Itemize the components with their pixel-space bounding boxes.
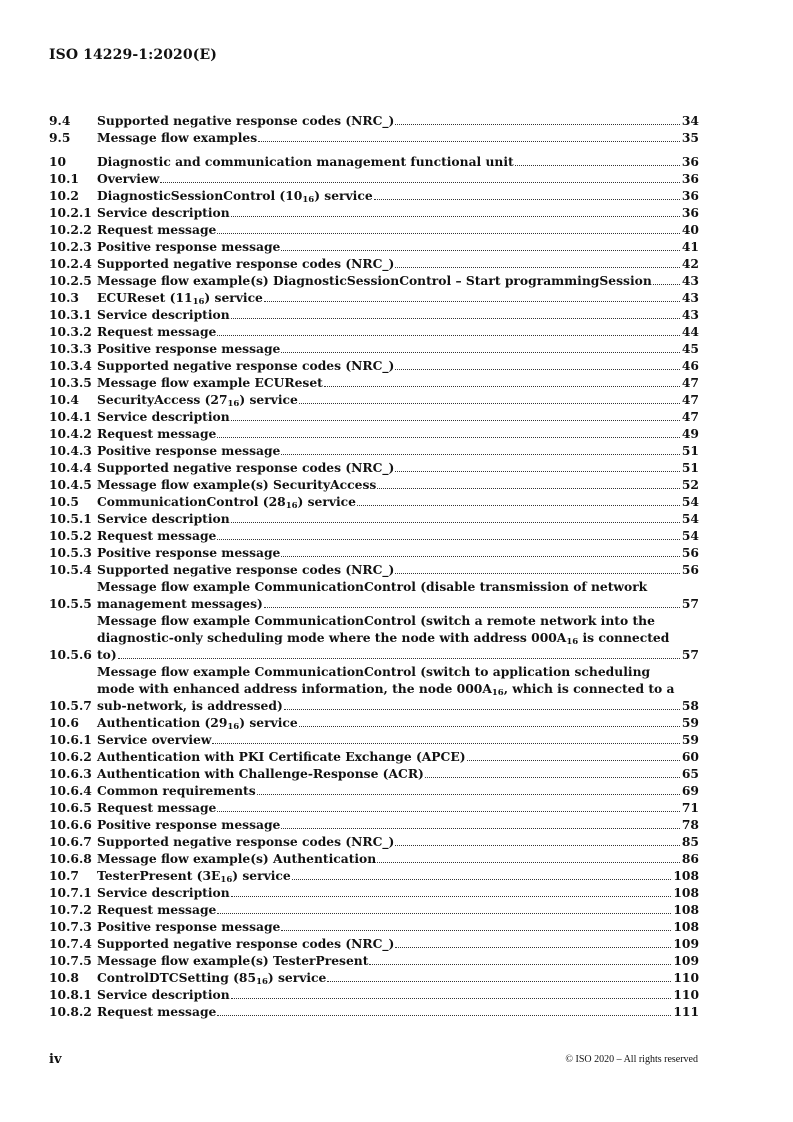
toc-entry-page: 36 — [681, 188, 699, 203]
dot-leader — [281, 828, 679, 829]
toc-entry[interactable] — [49, 340, 699, 357]
toc-entry-page: 60 — [681, 749, 699, 764]
toc-entry[interactable] — [49, 272, 699, 289]
toc-entry[interactable] — [49, 935, 699, 952]
toc-entry-page: 86 — [681, 851, 699, 866]
toc-entry-title: Request message — [97, 1004, 217, 1019]
toc-entry-page: 108 — [673, 885, 699, 900]
toc-entry-number: 10.1 — [49, 171, 79, 186]
toc-entry[interactable] — [49, 799, 699, 816]
toc-entry-title: ECUReset $(11_{16})$ service — [97, 290, 263, 307]
dot-leader — [231, 216, 680, 217]
toc-entry-number: 10.5.7 — [49, 698, 92, 713]
toc-entry-number: 10.6.4 — [49, 783, 92, 798]
dot-leader — [369, 964, 671, 965]
toc-entry[interactable] — [49, 1003, 699, 1020]
toc-entry-title: Message flow example(s) SecurityAccess — [97, 477, 377, 492]
dot-leader — [292, 879, 672, 880]
toc-entry-number: 10.3 — [49, 290, 79, 305]
toc-entry-page: 40 — [681, 222, 699, 237]
dot-leader — [217, 1015, 671, 1016]
toc-entry-number: 10.4.1 — [49, 409, 92, 424]
toc-entry-page: 54 — [681, 528, 699, 543]
dot-leader — [217, 233, 680, 234]
document-header: ISO 14229-1:2020(E) — [49, 47, 217, 63]
toc-entry-number: 10.5.3 — [49, 545, 92, 560]
toc-entry[interactable] — [49, 833, 699, 850]
dot-leader — [231, 998, 672, 999]
toc-entry-number: 10.2.3 — [49, 239, 92, 254]
toc-entry-page: 59 — [681, 732, 699, 747]
dot-leader — [264, 301, 680, 302]
toc-entry-page: 109 — [673, 953, 699, 968]
toc-entry-number: 10.4.3 — [49, 443, 92, 458]
toc-entry-page: 42 — [681, 256, 699, 271]
toc-entry-number: 9.5 — [49, 130, 71, 145]
toc-entry-page: 78 — [681, 817, 699, 832]
dot-leader — [653, 284, 680, 285]
toc-entry-number: 10.4.4 — [49, 460, 92, 475]
toc-entry-title: Service overview — [97, 732, 212, 747]
toc-entry-page: 43 — [681, 307, 699, 322]
toc-entry[interactable] — [49, 357, 699, 374]
toc-entry-number: 10.8.1 — [49, 987, 92, 1002]
dot-leader — [395, 471, 680, 472]
toc-entry-title: Supported negative response codes (NRC_) — [97, 358, 395, 373]
toc-entry-page: 54 — [681, 511, 699, 526]
dot-leader — [395, 573, 680, 574]
toc-entry[interactable] — [49, 442, 699, 459]
toc-entry-title: Supported negative response codes (NRC_) — [97, 113, 395, 128]
toc-entry-number: 10.5.1 — [49, 511, 92, 526]
toc-entry-page: 35 — [681, 130, 699, 145]
toc-entry-number: 10.3.4 — [49, 358, 92, 373]
toc-entry-title: Message flow example CommunicationControl (switch a remote network into the — [97, 613, 655, 628]
dot-leader — [217, 437, 680, 438]
toc-entry-number: 10.2.5 — [49, 273, 92, 288]
toc-entry-title: Positive response message — [97, 919, 281, 934]
toc-entry-number: 10.7.2 — [49, 902, 92, 917]
toc-entry-page: 108 — [673, 868, 699, 883]
toc-entry-number: 10.3.1 — [49, 307, 92, 322]
toc-entry-page: 108 — [673, 919, 699, 934]
toc-entry-title: Positive response message — [97, 545, 281, 560]
dot-leader — [515, 165, 680, 166]
toc-entry-number: 10.7.3 — [49, 919, 92, 934]
toc-entry-page: 71 — [681, 800, 699, 815]
toc-entry-page: 44 — [681, 324, 699, 339]
toc-entry-title: Service description — [97, 885, 230, 900]
dot-leader — [395, 124, 680, 125]
toc-entry-title: Supported negative response codes (NRC_) — [97, 562, 395, 577]
toc-entry-title: Message flow example CommunicationControl (switch to application scheduling — [97, 664, 651, 679]
toc-entry[interactable] — [49, 493, 699, 510]
toc-entry[interactable] — [49, 129, 699, 146]
toc-entry-title: DiagnosticSessionControl $(10_{16})$ service — [97, 188, 373, 205]
toc-entry-number: 10.6.3 — [49, 766, 92, 781]
toc-entry-page: 36 — [681, 205, 699, 220]
toc-entry-title: diagnostic-only scheduling mode where the node with address $000A_{16}$ is connected — [97, 630, 670, 647]
toc-entry-page: 109 — [673, 936, 699, 951]
dot-leader — [281, 454, 679, 455]
toc-entry[interactable] — [49, 952, 699, 969]
toc-entry[interactable] — [49, 112, 699, 129]
toc-entry[interactable] — [49, 153, 699, 170]
dot-leader — [212, 743, 679, 744]
toc-entry-title: Message flow example(s) TesterPresent — [97, 953, 369, 968]
toc-entry-title: Service description — [97, 205, 230, 220]
toc-entry-number: 10.2 — [49, 188, 79, 203]
toc-entry-title: management messages) — [97, 596, 263, 611]
toc-entry-number: 10.4 — [49, 392, 79, 407]
toc-entry-number: 10.6.1 — [49, 732, 92, 747]
toc-entry-page: 34 — [681, 113, 699, 128]
toc-entry-title: Positive response message — [97, 443, 281, 458]
toc-entry-number: 10.2.2 — [49, 222, 92, 237]
toc-entry-title: Supported negative response codes (NRC_) — [97, 834, 395, 849]
dot-leader — [160, 182, 679, 183]
toc-entry-title: Service description — [97, 307, 230, 322]
dot-leader — [217, 811, 680, 812]
toc-entry-page: 69 — [681, 783, 699, 798]
toc-entry[interactable] — [49, 714, 699, 731]
toc-entry[interactable] — [49, 204, 699, 221]
toc-entry[interactable] — [49, 323, 699, 340]
toc-entry-number: 10.2.1 — [49, 205, 92, 220]
toc-entry-page: 51 — [681, 443, 699, 458]
toc-entry-number: 10.6.5 — [49, 800, 92, 815]
toc-entry-page: 47 — [681, 375, 699, 390]
toc-entry-number: 10 — [49, 154, 67, 169]
toc-entry-title: Supported negative response codes (NRC_) — [97, 256, 395, 271]
toc-entry-number: 10.7 — [49, 868, 79, 883]
toc-entry-title: Message flow example(s) Authentication — [97, 851, 377, 866]
toc-entry[interactable] — [49, 578, 699, 612]
toc-entry-title: sub-network, is addressed) — [97, 698, 283, 713]
toc-entry-title: Request message — [97, 800, 217, 815]
toc-entry-title: Authentication with PKI Certificate Exchange (APCE) — [97, 749, 466, 764]
toc-entry-title: Authentication with Challenge-Response (ACR) — [97, 766, 424, 781]
toc-entry-title: Positive response message — [97, 341, 281, 356]
toc-entry[interactable] — [49, 255, 699, 272]
dot-leader — [299, 403, 680, 404]
toc-entry-number: 10.6.6 — [49, 817, 92, 832]
dot-leader — [395, 369, 680, 370]
toc-entry-page: 45 — [681, 341, 699, 356]
toc-entry[interactable] — [49, 510, 699, 527]
dot-leader — [231, 896, 672, 897]
toc-entry-page: 56 — [681, 562, 699, 577]
toc-entry-number: 10.5.2 — [49, 528, 92, 543]
toc-entry-page: 36 — [681, 171, 699, 186]
toc-entry-number: 10.6.8 — [49, 851, 92, 866]
toc-entry-title: Service description — [97, 987, 230, 1002]
toc-entry-title: Message flow example CommunicationControl (disable transmission of network — [97, 579, 648, 594]
toc-entry[interactable] — [49, 901, 699, 918]
dot-leader — [258, 141, 680, 142]
toc-entry[interactable] — [49, 731, 699, 748]
toc-entry[interactable] — [49, 221, 699, 238]
dot-leader — [327, 981, 671, 982]
toc-entry-page: 54 — [681, 494, 699, 509]
toc-entry-title: Authentication $(29_{16})$ service — [97, 715, 298, 732]
toc-entry-number: 10.8.2 — [49, 1004, 92, 1019]
toc-entry-title: Overview — [97, 171, 160, 186]
dot-leader — [257, 794, 680, 795]
dot-leader — [231, 318, 680, 319]
copyright-notice: © ISO 2020 – All rights reserved — [565, 1054, 698, 1065]
dot-leader — [377, 488, 680, 489]
dot-leader — [281, 556, 679, 557]
toc-entry[interactable] — [49, 986, 699, 1003]
toc-entry-title: Message flow example(s) DiagnosticSessionControl – Start programmingSession — [97, 273, 652, 288]
toc-entry[interactable] — [49, 748, 699, 765]
toc-entry-page: 46 — [681, 358, 699, 373]
toc-entry-number: 10.4.5 — [49, 477, 92, 492]
toc-entry-number: 10.6.7 — [49, 834, 92, 849]
toc-entry[interactable] — [49, 867, 699, 884]
toc-entry-number: 9.4 — [49, 113, 71, 128]
toc-entry-number: 10.3.3 — [49, 341, 92, 356]
toc-entry-title: Common requirements — [97, 783, 256, 798]
dot-leader — [284, 709, 680, 710]
toc-entry-page: 47 — [681, 392, 699, 407]
dot-leader — [264, 607, 680, 608]
toc-entry-number: 10.6.2 — [49, 749, 92, 764]
toc-entry-number: 10.6 — [49, 715, 79, 730]
toc-entry-page: 85 — [681, 834, 699, 849]
toc-entry-page: 52 — [681, 477, 699, 492]
toc-entry[interactable] — [49, 459, 699, 476]
toc-entry[interactable] — [49, 187, 699, 204]
toc-entry-title: CommunicationControl $(28_{16})$ service — [97, 494, 356, 511]
toc-entry-page: 108 — [673, 902, 699, 917]
toc-entry-number: 10.8 — [49, 970, 79, 985]
toc-entry[interactable] — [49, 663, 699, 714]
dot-leader — [231, 420, 680, 421]
table-of-contents — [49, 112, 699, 1020]
toc-entry-title: ControlDTCSetting $(85_{16})$ service — [97, 970, 327, 987]
page-number: iv — [49, 1052, 62, 1067]
dot-leader — [281, 352, 679, 353]
toc-entry-page: 36 — [681, 154, 699, 169]
dot-leader — [377, 862, 680, 863]
toc-entry-page: 41 — [681, 239, 699, 254]
toc-entry-page: 65 — [681, 766, 699, 781]
toc-entry-title: Diagnostic and communication management functional unit — [97, 154, 514, 169]
toc-entry-page: 58 — [681, 698, 699, 713]
toc-entry-title: Positive response message — [97, 817, 281, 832]
toc-entry-title: Request message — [97, 222, 217, 237]
toc-entry-page: 49 — [681, 426, 699, 441]
toc-entry[interactable] — [49, 884, 699, 901]
toc-entry[interactable] — [49, 289, 699, 306]
toc-entry-page: 56 — [681, 545, 699, 560]
toc-entry-title: TesterPresent $(3E_{16})$ service — [97, 868, 291, 885]
toc-entry-number: 10.7.5 — [49, 953, 92, 968]
toc-entry[interactable] — [49, 969, 699, 986]
toc-entry-page: 110 — [673, 987, 699, 1002]
dot-leader — [217, 913, 671, 914]
toc-entry-page: 111 — [673, 1004, 699, 1019]
toc-entry-page: 57 — [681, 647, 699, 662]
toc-entry-number: 10.7.1 — [49, 885, 92, 900]
toc-entry-page: 47 — [681, 409, 699, 424]
toc-entry[interactable] — [49, 561, 699, 578]
dot-leader — [217, 335, 680, 336]
dot-leader — [217, 539, 680, 540]
dot-leader — [357, 505, 680, 506]
toc-entry-number: 10.5.4 — [49, 562, 92, 577]
dot-leader — [281, 250, 679, 251]
toc-entry-number: 10.2.4 — [49, 256, 92, 271]
toc-entry[interactable] — [49, 918, 699, 935]
dot-leader — [395, 845, 680, 846]
dot-leader — [299, 726, 680, 727]
dot-leader — [395, 267, 680, 268]
toc-entry-page: 57 — [681, 596, 699, 611]
dot-leader — [395, 947, 671, 948]
toc-entry-title: Positive response message — [97, 239, 281, 254]
toc-entry[interactable] — [49, 782, 699, 799]
toc-entry[interactable] — [49, 850, 699, 867]
toc-entry-number: 10.5 — [49, 494, 79, 509]
toc-entry-title: mode with enhanced address information, the node $000A_{16}$, which is connected to a — [97, 681, 675, 698]
dot-leader — [324, 386, 680, 387]
toc-entry[interactable] — [49, 527, 699, 544]
toc-entry[interactable] — [49, 612, 699, 663]
dot-leader — [118, 658, 680, 659]
toc-entry[interactable] — [49, 170, 699, 187]
toc-entry-page: 59 — [681, 715, 699, 730]
toc-entry-number: 10.5.5 — [49, 596, 92, 611]
toc-entry-title: Request message — [97, 902, 217, 917]
dot-leader — [231, 522, 680, 523]
toc-entry-page: 43 — [681, 290, 699, 305]
toc-entry[interactable] — [49, 306, 699, 323]
toc-entry-title: Supported negative response codes (NRC_) — [97, 460, 395, 475]
dot-leader — [425, 777, 680, 778]
toc-entry-title: Message flow examples — [97, 130, 258, 145]
dot-leader — [374, 199, 680, 200]
dot-leader — [467, 760, 680, 761]
toc-entry-number: 10.3.5 — [49, 375, 92, 390]
toc-entry-title: Request message — [97, 324, 217, 339]
toc-entry-page: 43 — [681, 273, 699, 288]
toc-entry[interactable] — [49, 765, 699, 782]
toc-entry-number: 10.4.2 — [49, 426, 92, 441]
toc-entry-title: Service description — [97, 511, 230, 526]
toc-entry[interactable] — [49, 238, 699, 255]
toc-entry-title: Service description — [97, 409, 230, 424]
toc-entry-number: 10.7.4 — [49, 936, 92, 951]
toc-entry[interactable] — [49, 425, 699, 442]
toc-entry[interactable] — [49, 408, 699, 425]
toc-entry[interactable] — [49, 476, 699, 493]
toc-entry-number: 10.3.2 — [49, 324, 92, 339]
toc-entry[interactable] — [49, 374, 699, 391]
toc-entry-title: Supported negative response codes (NRC_) — [97, 936, 395, 951]
toc-entry-title: Request message — [97, 426, 217, 441]
toc-entry-title: SecurityAccess $(27_{16})$ service — [97, 392, 298, 409]
toc-entry[interactable] — [49, 391, 699, 408]
toc-entry-title: to) — [97, 647, 117, 662]
toc-entry[interactable] — [49, 816, 699, 833]
toc-entry-number: 10.5.6 — [49, 647, 92, 662]
toc-entry-page: 110 — [673, 970, 699, 985]
dot-leader — [281, 930, 671, 931]
toc-entry-title: Request message — [97, 528, 217, 543]
toc-entry-title: Message flow example ECUReset — [97, 375, 323, 390]
toc-entry[interactable] — [49, 544, 699, 561]
toc-entry-page: 51 — [681, 460, 699, 475]
